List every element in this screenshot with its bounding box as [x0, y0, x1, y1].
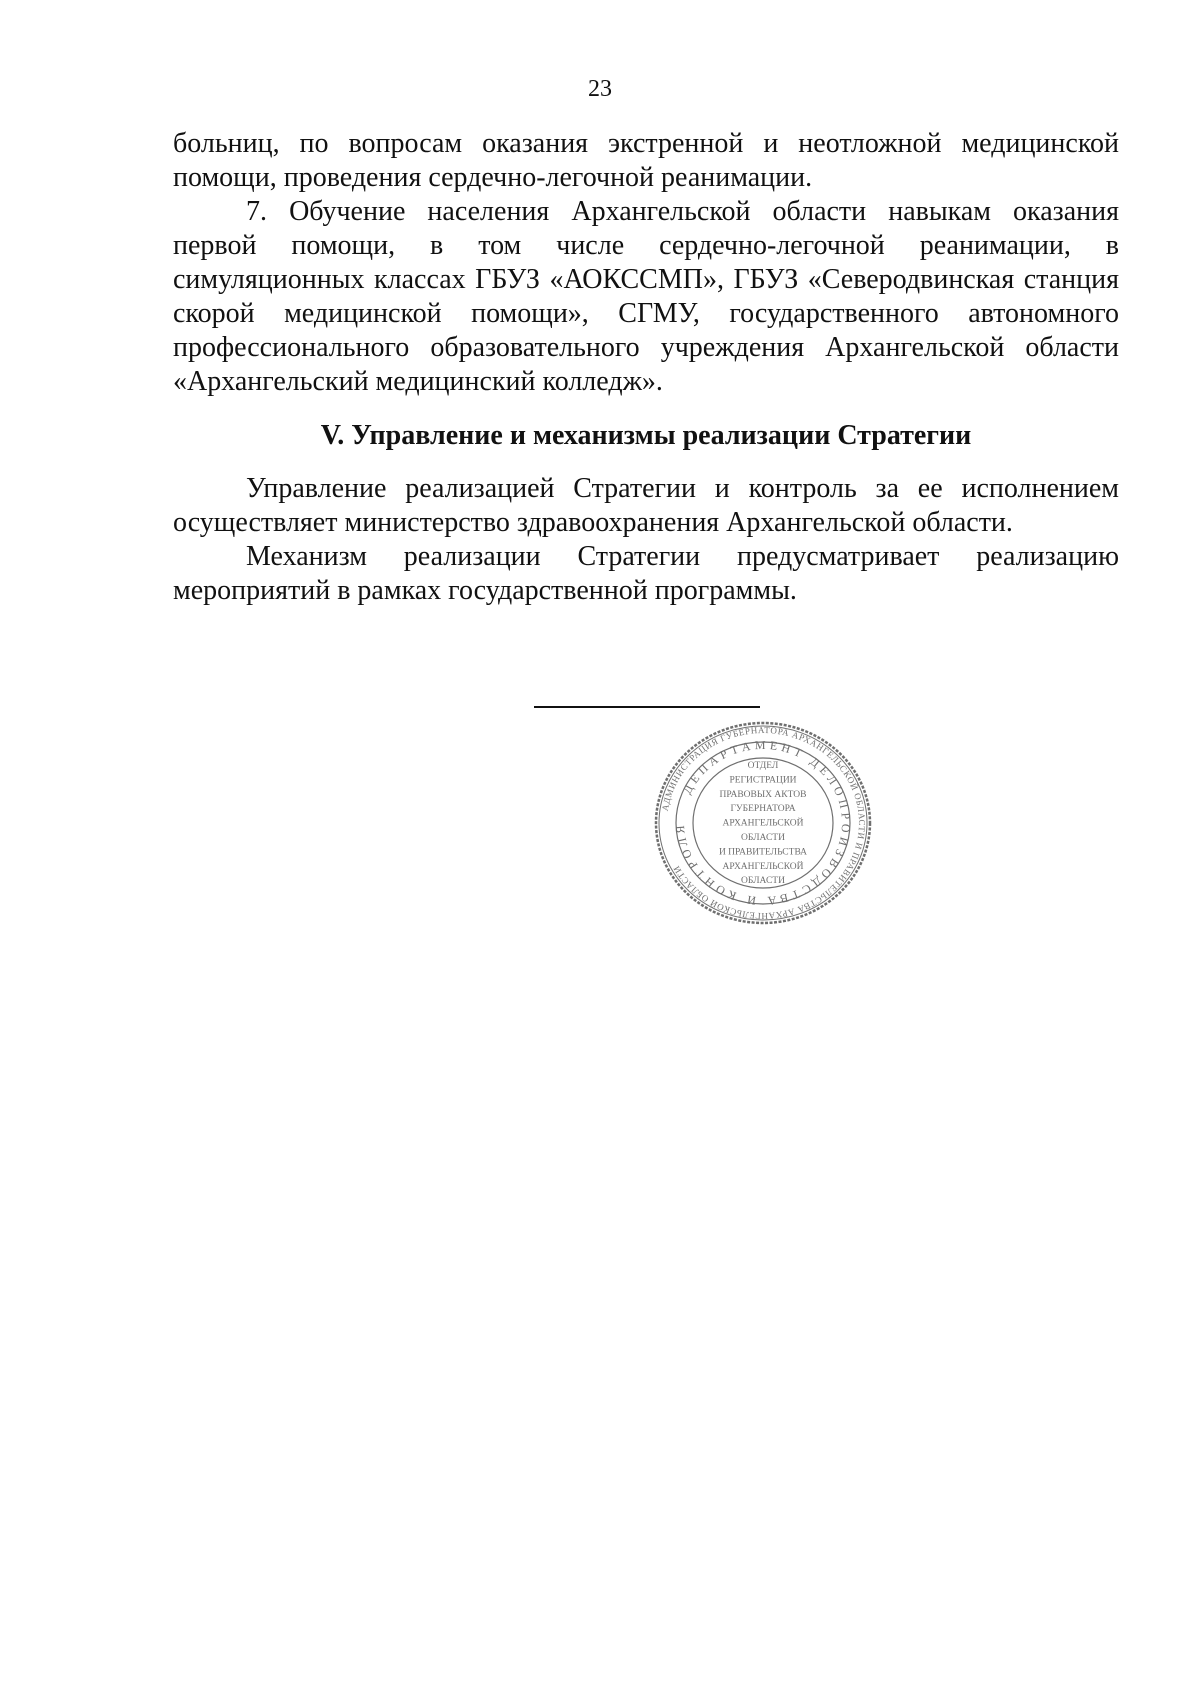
stamp-center-line: ОБЛАСТИ — [741, 876, 785, 887]
paragraph-continuation: больниц, по вопросам оказания экстренной и неотложной медицинской помощи, проведения сердечно-легочной реанимации. — [173, 128, 1119, 193]
stamp-center-line: ПРАВОВЫХ АКТОВ — [719, 789, 807, 800]
stamp-center-line: И ПРАВИТЕЛЬСТВА — [718, 847, 808, 858]
stamp-center-line: ГУБЕРНАТОРА — [730, 804, 796, 815]
section-heading: V. Управление и механизмы реализации Стратегии — [320, 420, 972, 451]
separator-line — [534, 706, 760, 708]
paragraph-item-7: 7. Обучение населения Архангельской области навыкам оказания первой помощи, в том числе сердечно-легочной реанимации, в симуляционных классах ГБУЗ «АОКССМП», ГБУЗ «Северодвинская станция скорой медицинской помощи», СГМУ, государственного автономного профессионального образовательного учреждения Архангельской области «Архангельский медицинский колледж». — [173, 196, 1119, 397]
svg-text:АДМИНИСТРАЦИЯ ГУБЕРНАТОРА АРХА: АДМИНИСТРАЦИЯ ГУБЕРНАТОРА АРХАНГЕЛЬСКОЙ ОБЛАСТИ И ПРАВИТЕЛЬСТВА АРХАНГЕЛЬСКОЙ ОБЛАСТИ — [659, 724, 868, 922]
official-stamp — [652, 720, 874, 926]
body-text-before-heading — [173, 127, 1119, 399]
stamp-center-line: АРХАНГЕЛЬСКОЙ — [722, 818, 804, 829]
page-number: 23 — [588, 76, 612, 102]
svg-text:ДЕПАРТАМЕНТ ДЕЛОПРОИЗВОДСТВА И: ДЕПАРТАМЕНТ ДЕЛОПРОИЗВОДСТВА И КОНТРОЛЯ — [672, 737, 854, 909]
stamp-center-line: ОТДЕЛ — [747, 761, 779, 771]
stamp-center-line: РЕГИСТРАЦИИ — [729, 775, 797, 786]
paragraph-management: Управление реализацией Стратегии и контроль за ее исполнением осуществляет министерство здравоохранения Архангельской области. — [173, 473, 1119, 538]
stamp-center-line: ОБЛАСТИ — [741, 833, 785, 843]
stamp-center-line: АРХАНГЕЛЬСКОЙ — [722, 861, 804, 872]
stamp-seal-icon — [652, 720, 874, 926]
paragraph-mechanism: Механизм реализации Стратегии предусматривает реализацию мероприятий в рамках государственной программы. — [173, 541, 1119, 606]
section-body — [173, 472, 1119, 608]
